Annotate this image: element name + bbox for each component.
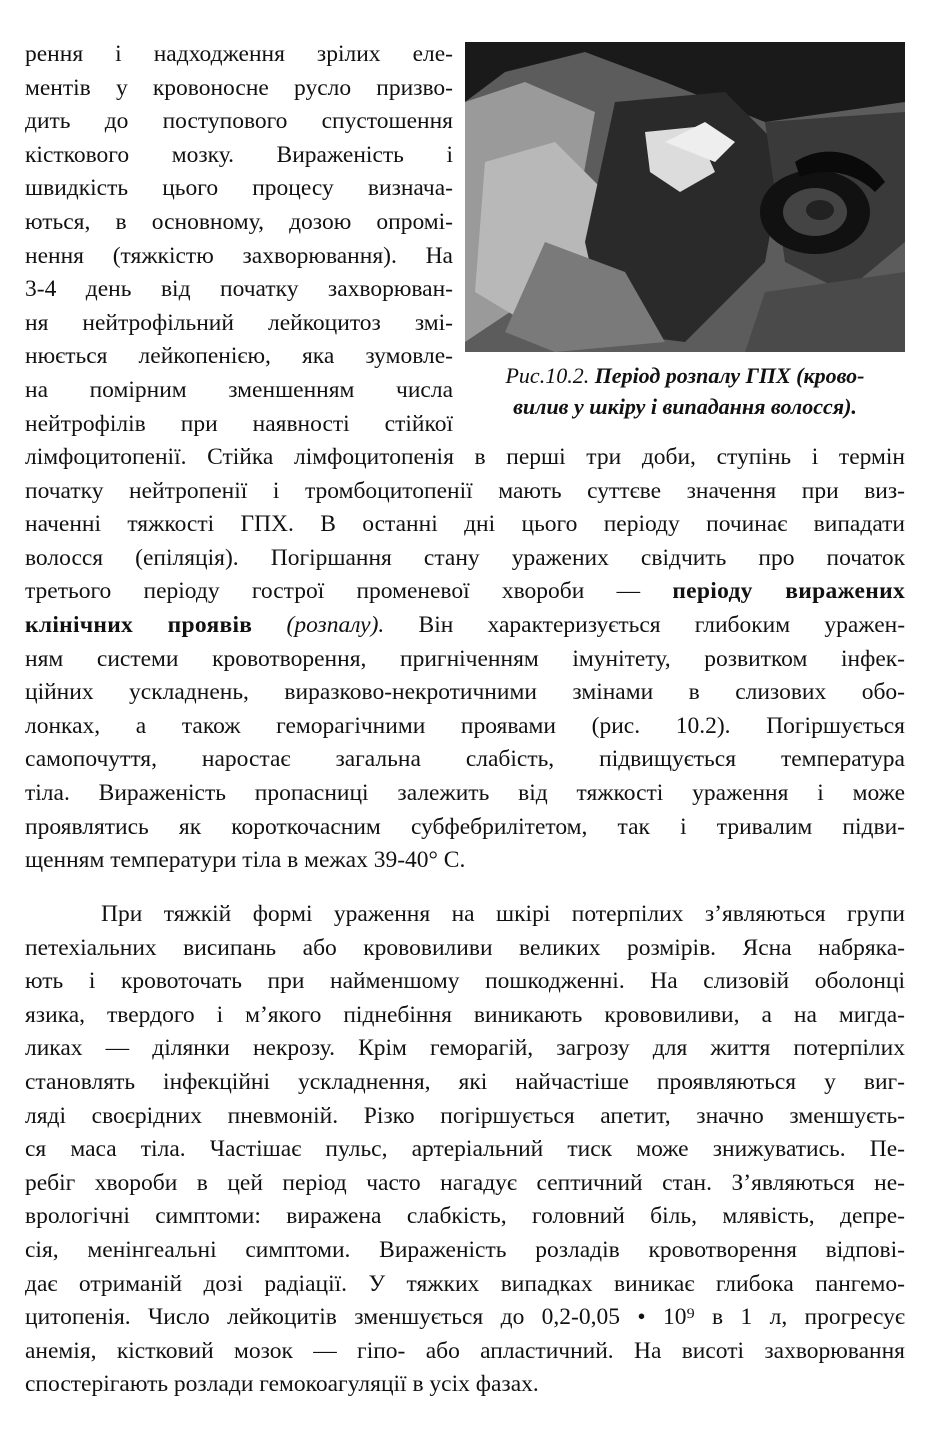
text-line: петехіальних висипань або крововиливи великих розмірів. Ясна набряка- (25, 934, 905, 961)
text-line: ня нейтрофільний лейкоцитоз змі- (25, 309, 453, 336)
caption-title-line1: Період розпалу ГПХ (крово- (594, 363, 865, 388)
bold-term: періоду виражених (672, 578, 906, 605)
text-line: дить до поступового спустошення (25, 108, 453, 135)
text-line (25, 609, 905, 643)
text-line: дає отриманій дозі радіації. У тяжких випадках виникає глибока пангемо- (25, 1270, 905, 1297)
text-line: язика, твердого і м’якого піднебіння виникають крововиливи, а на мигда- (25, 1001, 905, 1028)
text-line: анемія, кістковий мозок — гіпо- або апластичний. На висоті захворювання (25, 1337, 905, 1364)
caption-title-line2: вилив у шкіру і випадання волосся). (513, 394, 857, 419)
text-line: щенням температури тіла в межах 39-40° С. (25, 847, 466, 874)
text-line: При тяжкій формі ураження на шкірі потерпілих з’являються групи (101, 901, 905, 927)
figure-caption (465, 360, 905, 422)
caption-label: Рис.10.2. (505, 363, 590, 388)
text-line: наченні тяжкості ГПХ. В останні дні цього періоду починає випадати (25, 511, 905, 538)
text-line: нейтрофілів при наявності стійкої (25, 410, 453, 437)
italic-term: (розпалу). (286, 611, 385, 638)
text-line: ються, в основному, дозою опромі- (25, 208, 453, 235)
text-line: ребіг хвороби в цей період часто нагадує септичний стан. З’являються не- (25, 1169, 905, 1196)
text-line (25, 575, 905, 609)
text-line: кісткового мозку. Вираженість і (25, 141, 453, 168)
text-line: на помірним зменшенням числа (25, 376, 453, 403)
text-line: цитопенія. Число лейкоцитів зменшується до 0,2-0,05 • 10⁹ в 1 л, прогресує (25, 1304, 905, 1331)
paragraph-2 (25, 898, 905, 1402)
figure-photo (465, 42, 905, 352)
text-line: ментів у кровоносне русло призво- (25, 74, 453, 101)
text-segment: Він характеризується глибоким уражен- (418, 611, 906, 638)
text-line: ляді своєрідних пневмоній. Різко погіршується апетит, значно зменшуєть- (25, 1102, 905, 1129)
text-line: лонках, а також геморагічними проявами (рис. 10.2). Погіршується (25, 712, 905, 739)
text-line: нення (тяжкістю захворювання). На (25, 242, 453, 269)
text-segment: третього періоду гострої променевої хвороби — (25, 578, 641, 605)
text-line: тіла. Вираженість пропасниці залежить від тяжкості ураження і може (25, 779, 905, 806)
text-line: сія, менінгеальні симптоми. Вираженість розладів кровотворення відпові- (25, 1236, 905, 1263)
text-line: початку нейтропенії і тромбоцитопенії мають суттєве значення при виз- (25, 477, 905, 504)
paragraph-1 (25, 441, 905, 878)
text-line: лімфоцитопенії. Стійка лімфоцитопенія в перші три доби, ступінь і термін (25, 444, 905, 470)
left-column-text (25, 38, 453, 441)
text-line: спостерігають розлади гемокоагуляції в усіх фазах. (25, 1371, 539, 1398)
text-line: ся маса тіла. Частішає пульс, артеріальний тиск може знижуватись. Пе- (25, 1136, 905, 1163)
text-line: нюється лейкопенією, яка зумовле- (25, 343, 453, 370)
text-line: рення і надходження зрілих еле- (25, 41, 453, 67)
text-line: врологічні симптоми: виражена слабкість, головний біль, млявість, депре- (25, 1203, 905, 1230)
photo-illustration (465, 42, 905, 352)
text-line: проявлятись як короткочасним субфебрилітетом, так і тривалим підви- (25, 813, 905, 840)
text-line: швидкість цього процесу визнача- (25, 175, 453, 202)
text-line: ликах — ділянки некрозу. Крім геморагій, загрозу для життя потерпілих (25, 1035, 905, 1062)
text-line: ційних ускладнень, виразково-некротичними змінами в слизових обо- (25, 679, 905, 706)
text-line: ням системи кровотворення, пригніченням імунітету, розвитком інфек- (25, 645, 905, 672)
text-line: 3-4 день від початку захворюван- (25, 276, 453, 303)
text-line: волосся (епіляція). Погіршання стану уражених свідчить про початок (25, 544, 905, 571)
text-line: самопочуття, наростає загальна слабість, підвищується температура (25, 746, 905, 773)
bold-term: клінічних проявів (25, 611, 253, 638)
text-line: становлять інфекційні ускладнення, які найчастіше проявляються у виг- (25, 1068, 905, 1095)
text-line: ють і кровоточать при найменшому пошкодженні. На слизовій оболонці (25, 968, 905, 995)
